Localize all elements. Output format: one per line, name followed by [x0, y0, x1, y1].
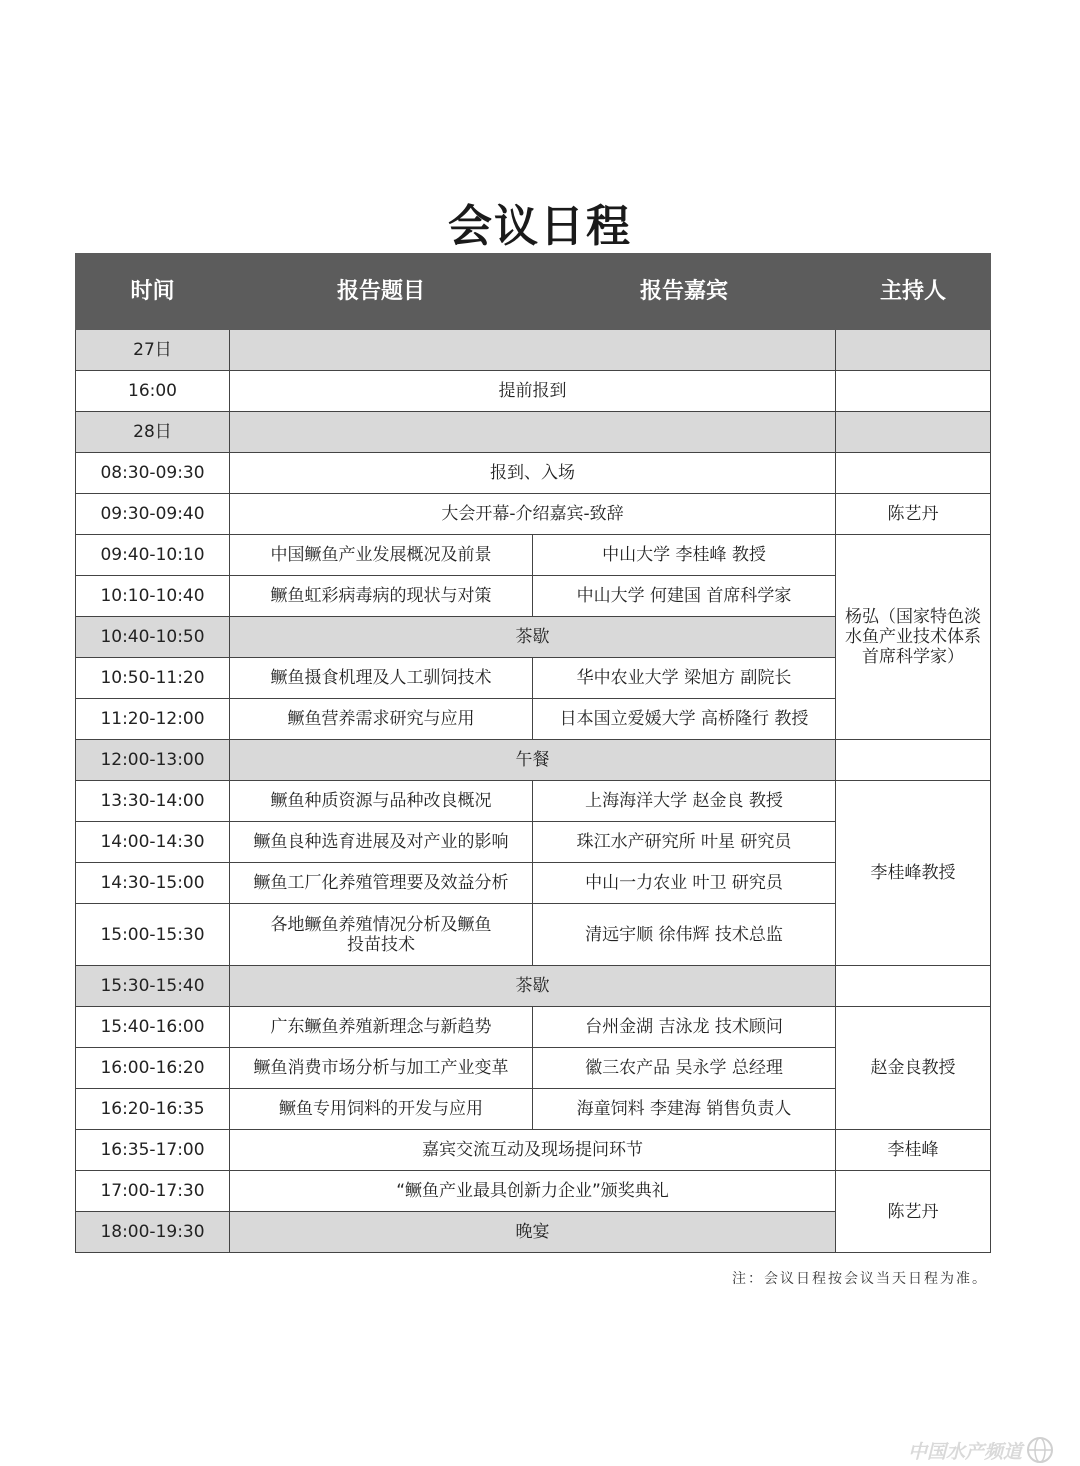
table-row	[76, 371, 991, 412]
table-row	[76, 453, 991, 494]
header-host: 主持人	[836, 254, 991, 330]
topic-cell: 鳜鱼种质资源与品种改良概况	[230, 781, 533, 822]
topic-cell: 鳜鱼虹彩病毒病的现状与对策	[230, 576, 533, 617]
time-cell: 16:00	[76, 371, 230, 412]
page-title: 会议日程	[448, 201, 632, 252]
table-row	[76, 781, 991, 822]
speaker-cell: 日本国立爱媛大学 高桥隆行 教授	[533, 699, 836, 740]
speaker-cell: 徽三农产品 吴永学 总经理	[533, 1048, 836, 1089]
time-cell: 17:00-17:30	[76, 1171, 230, 1212]
header-row	[76, 254, 991, 330]
table-row	[76, 1130, 991, 1171]
time-cell: 27日	[76, 330, 230, 371]
table-row	[76, 494, 991, 535]
host-cell	[836, 330, 991, 371]
time-cell: 15:40-16:00	[76, 1007, 230, 1048]
event-cell: 晚宴	[230, 1212, 836, 1253]
speaker-cell: 中山一力农业 叶卫 研究员	[533, 863, 836, 904]
time-cell: 28日	[76, 412, 230, 453]
host-cell	[836, 453, 991, 494]
host-cell	[836, 740, 991, 781]
time-cell: 10:50-11:20	[76, 658, 230, 699]
time-cell: 08:30-09:30	[76, 453, 230, 494]
time-cell: 13:30-14:00	[76, 781, 230, 822]
time-cell: 16:35-17:00	[76, 1130, 230, 1171]
topic-cell: 鳜鱼良种选育进展及对产业的影响	[230, 822, 533, 863]
break-row	[76, 966, 991, 1007]
header-topic: 报告题目	[230, 254, 533, 330]
topic-cell: 鳜鱼摄食机理及人工驯饲技术	[230, 658, 533, 699]
topic-line: 各地鳜鱼养殖情况分析及鳜鱼	[270, 914, 492, 935]
topic-cell	[230, 904, 533, 966]
time-cell: 18:00-19:30	[76, 1212, 230, 1253]
host-cell: 陈艺丹	[836, 1171, 991, 1253]
speaker-cell: 珠江水产研究所 叶星 研究员	[533, 822, 836, 863]
event-cell: 嘉宾交流互动及现场提问环节	[230, 1130, 836, 1171]
topic-cell: 鳜鱼专用饲料的开发与应用	[230, 1089, 533, 1130]
day-row	[76, 330, 991, 371]
topic-cell: 鳜鱼消费市场分析与加工产业变革	[230, 1048, 533, 1089]
time-cell: 10:10-10:40	[76, 576, 230, 617]
topic-cell: 鳜鱼工厂化养殖管理要及效益分析	[230, 863, 533, 904]
watermark-text: 中国水产频道	[907, 1440, 1022, 1463]
table-row	[76, 1171, 991, 1212]
time-cell: 10:40-10:50	[76, 617, 230, 658]
host-cell	[836, 371, 991, 412]
host-cell: 杨弘（国家特色淡水鱼产业技术体系首席科学家）	[836, 535, 991, 740]
event-cell: “鳜鱼产业最具创新力企业”颁奖典礼	[230, 1171, 836, 1212]
speaker-cell: 华中农业大学 梁旭方 副院长	[533, 658, 836, 699]
host-cell: 陈艺丹	[836, 494, 991, 535]
topic-line: 投苗技术	[347, 934, 415, 955]
table-row	[76, 535, 991, 576]
speaker-cell: 中山大学 李桂峰 教授	[533, 535, 836, 576]
speaker-cell: 台州金湖 吉泳龙 技术顾问	[533, 1007, 836, 1048]
time-cell: 09:30-09:40	[76, 494, 230, 535]
speaker-cell: 海童饲料 李建海 销售负责人	[533, 1089, 836, 1130]
event-cell: 提前报到	[230, 371, 836, 412]
time-cell: 11:20-12:00	[76, 699, 230, 740]
time-cell: 09:40-10:10	[76, 535, 230, 576]
time-cell: 15:00-15:30	[76, 904, 230, 966]
topic-cell: 广东鳜鱼养殖新理念与新趋势	[230, 1007, 533, 1048]
topic-cell: 鳜鱼营养需求研究与应用	[230, 699, 533, 740]
time-cell: 14:30-15:00	[76, 863, 230, 904]
host-cell	[836, 966, 991, 1007]
topic-cell: 中国鳜鱼产业发展概况及前景	[230, 535, 533, 576]
host-cell: 李桂峰教授	[836, 781, 991, 966]
event-cell: 报到、入场	[230, 453, 836, 494]
time-cell: 14:00-14:30	[76, 822, 230, 863]
event-cell: 大会开幕-介绍嘉宾-致辞	[230, 494, 836, 535]
event-cell	[230, 412, 836, 453]
event-cell: 茶歇	[230, 617, 836, 658]
schedule-table	[75, 253, 991, 1253]
time-cell: 16:20-16:35	[76, 1089, 230, 1130]
table-row	[76, 1007, 991, 1048]
time-cell: 16:00-16:20	[76, 1048, 230, 1089]
speaker-cell: 上海海洋大学 赵金良 教授	[533, 781, 836, 822]
time-cell: 12:00-13:00	[76, 740, 230, 781]
globe-icon	[1026, 1436, 1054, 1464]
event-cell	[230, 330, 836, 371]
footnote: 注：会议日程按会议当天日程为准。	[732, 1271, 988, 1287]
speaker-cell: 中山大学 何建国 首席科学家	[533, 576, 836, 617]
break-row	[76, 740, 991, 781]
host-cell: 赵金良教授	[836, 1007, 991, 1130]
host-cell: 李桂峰	[836, 1130, 991, 1171]
event-cell: 午餐	[230, 740, 836, 781]
header-time: 时间	[76, 254, 230, 330]
speaker-cell: 清远宇顺 徐伟辉 技术总监	[533, 904, 836, 966]
time-cell: 15:30-15:40	[76, 966, 230, 1007]
watermark	[908, 1436, 1054, 1464]
header-speaker: 报告嘉宾	[533, 254, 836, 330]
day-row	[76, 412, 991, 453]
host-cell	[836, 412, 991, 453]
event-cell: 茶歇	[230, 966, 836, 1007]
